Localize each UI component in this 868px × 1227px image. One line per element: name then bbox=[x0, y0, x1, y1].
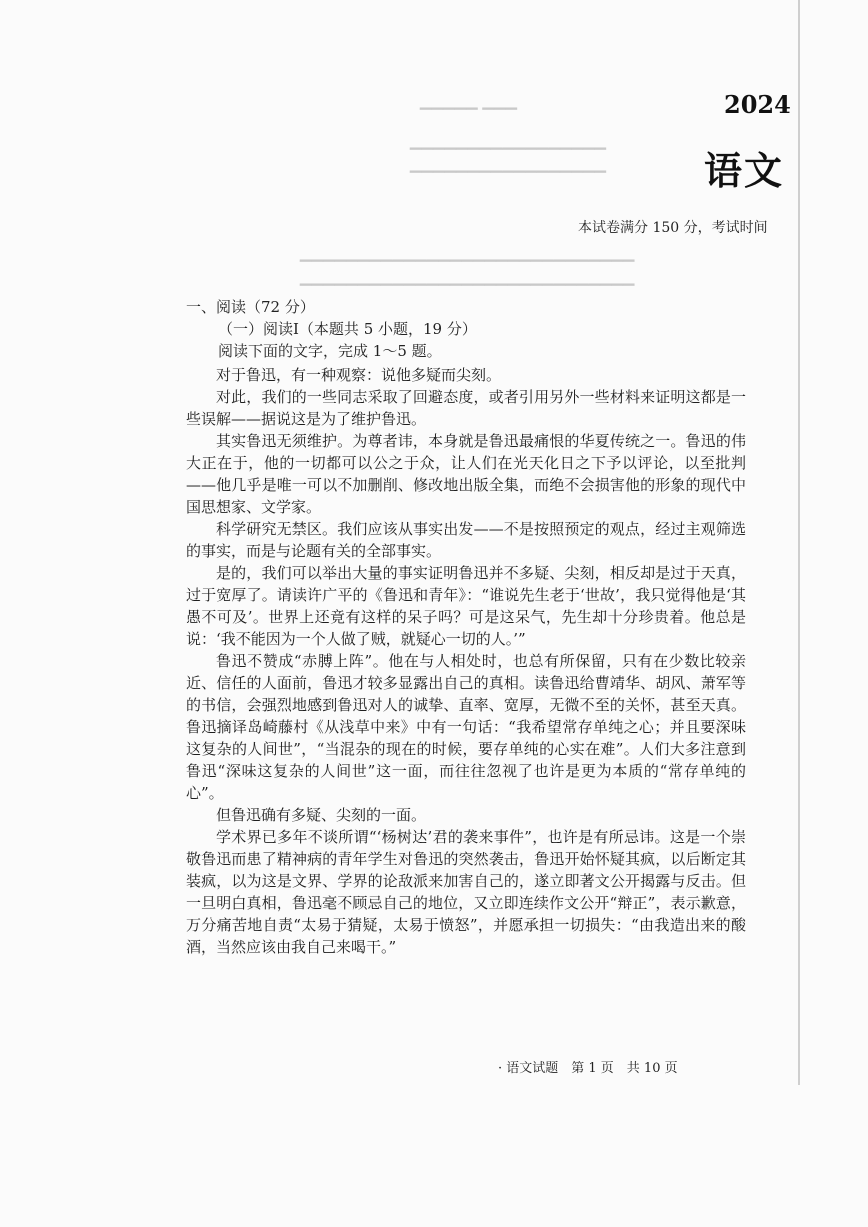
page-footer: · 语文试题 第 1 页 共 10 页 bbox=[498, 1061, 678, 1076]
bleed-through-marks: ▁▁▁▁▁▁▁▁▁▁▁▁▁▁▁▁▁▁▁▁▁▁▁▁▁▁▁▁▁ bbox=[300, 268, 635, 286]
passage-paragraph: 科学研究无禁区。我们应该从事实出发——不是按照预定的观点，经过主观筛选的事实，而是与论题有关的全部事实。 bbox=[186, 520, 746, 560]
bleed-through-marks: ▁▁▁▁▁▁▁▁▁▁▁▁▁▁▁▁▁ bbox=[410, 155, 607, 173]
passage-paragraph: 对此，我们的一些同志采取了回避态度，或者引用另外一些材料来证明这都是一些误解——据说这是为了维护鲁迅。 bbox=[186, 388, 746, 428]
passage-paragraph: 是的，我们可以举出大量的事实证明鲁迅并不多疑、尖刻，相反却是过于天真，过于宽厚了。请读许广平的《鲁迅和青年》：“谁说先生老于‘世故’，我只觉得他是‘其愚不可及’。世界上还竟有这样的呆子吗？可是这呆气，先生却十分珍贵着。他总是说：‘我不能因为一个人做了贼，就疑心一切的人。’” bbox=[186, 564, 746, 648]
exam-year: 2024 bbox=[724, 90, 791, 119]
score-info: 本试卷满分 150 分，考试时间 bbox=[578, 220, 768, 236]
section-subtitle: （一）阅读Ⅰ（本题共 5 小题，19 分） bbox=[218, 320, 477, 338]
bleed-through-marks: ▁▁▁ ▁▁▁▁▁ bbox=[420, 92, 518, 110]
passage-paragraph: 但鲁迅确有多疑、尖刻的一面。 bbox=[216, 806, 427, 824]
subject-title: 语文 bbox=[704, 148, 785, 193]
passage-paragraph: 对于鲁迅，有一种观察：说他多疑而尖刻。 bbox=[216, 366, 502, 384]
bleed-through-marks: ▁▁▁▁▁▁▁▁▁▁▁▁▁▁▁▁▁ bbox=[410, 132, 607, 150]
reading-instruction: 阅读下面的文字，完成 1～5 题。 bbox=[218, 342, 442, 360]
section-title: 一、阅读（72 分） bbox=[186, 298, 315, 316]
page-edge-line bbox=[798, 0, 800, 1085]
reading-passage bbox=[186, 364, 746, 958]
passage-paragraph: 学术界已多年不谈所谓“‘杨树达’君的袭来事件”，也许是有所忌讳。这是一个崇敬鲁迅而患了精神病的青年学生对鲁迅的突然袭击，鲁迅开始怀疑其疯，以后断定其装疯，以为这是文界、学界的论敌派来加害自己的，遂立即著文公开揭露与反击。但一旦明白真相，鲁迅毫不顾忌自己的地位，又立即连续作文公开“辩正”，表示歉意，万分痛苦地自责“太易于猜疑，太易于愤怒”，并愿承担一切损失：“由我造出来的酸酒，当然应该由我自己来喝干。” bbox=[186, 828, 746, 956]
bleed-through-marks: ▁▁▁▁▁▁▁▁▁▁▁▁▁▁▁▁▁▁▁▁▁▁▁▁▁▁▁▁▁ bbox=[300, 244, 635, 262]
passage-paragraph: 鲁迅不赞成“赤膊上阵”。他在与人相处时，也总有所保留，只有在少数比较亲近、信任的人面前，鲁迅才较多显露出自己的真相。读鲁迅给曹靖华、胡风、萧军等的书信，会强烈地感到鲁迅对人的诚挚、直率、宽厚，无微不至的关怀，甚至天真。鲁迅摘译岛崎藤村《从浅草中来》中有一句话：“我希望常存单纯之心；并且要深味这复杂的人间世”，“当混杂的现在的时候，要存单纯的心实在难”。人们大多注意到鲁迅“深味这复杂的人间世”这一面，而往往忽视了也许是更为本质的“常存单纯的心”。 bbox=[186, 652, 746, 802]
passage-paragraph: 其实鲁迅无须维护。为尊者讳，本身就是鲁迅最痛恨的华夏传统之一。鲁迅的伟大正在于，他的一切都可以公之于众，让人们在光天化日之下予以评论，以至批判——他几乎是唯一可以不加删削、修改地出版全集，而绝不会损害他的形象的现代中国思想家、文学家。 bbox=[186, 432, 746, 516]
